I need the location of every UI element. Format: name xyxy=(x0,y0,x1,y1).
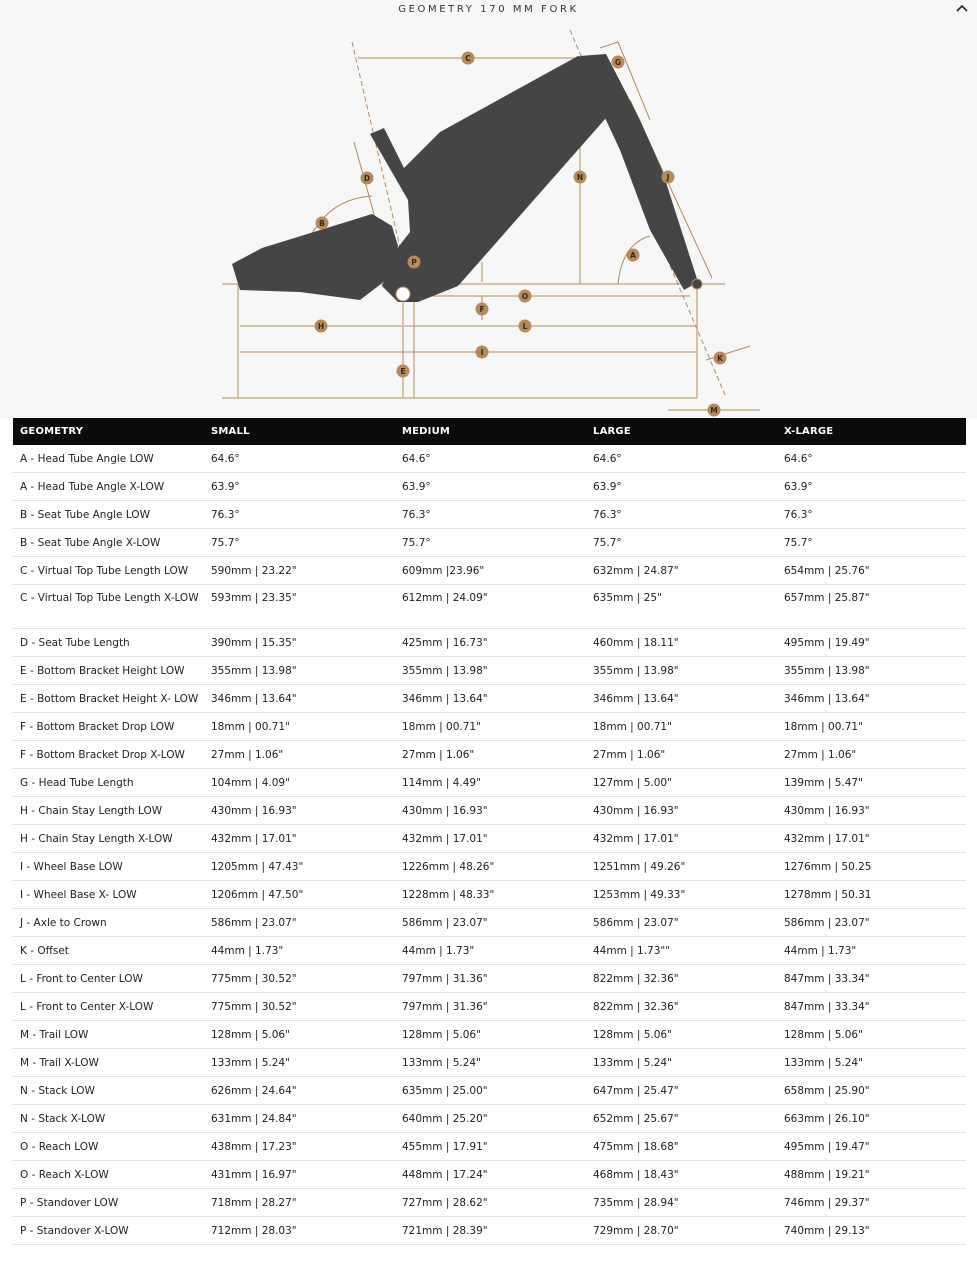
row-label: H - Chain Stay Length X-LOW xyxy=(13,825,204,853)
row-value: 797mm | 31.36" xyxy=(395,965,586,993)
row-value: 18mm | 00.71" xyxy=(395,713,586,741)
label-o xyxy=(519,290,532,303)
row-label: C - Virtual Top Tube Length X-LOW xyxy=(13,585,204,629)
table-row xyxy=(13,1189,966,1217)
row-value: 64.6° xyxy=(395,445,586,473)
row-label: E - Bottom Bracket Height LOW xyxy=(13,657,204,685)
table-row xyxy=(13,501,966,529)
row-label: M - Trail LOW xyxy=(13,1021,204,1049)
row-value: 430mm | 16.93" xyxy=(777,797,966,825)
row-value: 586mm | 23.07" xyxy=(395,909,586,937)
row-value: 18mm | 00.71" xyxy=(586,713,777,741)
row-value: 27mm | 1.06" xyxy=(204,741,395,769)
row-value: 495mm | 19.49" xyxy=(777,629,966,657)
geometry-diagram xyxy=(0,0,977,418)
row-value: 127mm | 5.00" xyxy=(586,769,777,797)
row-value: 44mm | 1.73" xyxy=(204,937,395,965)
row-value: 63.9° xyxy=(777,473,966,501)
row-value: 593mm | 23.35" xyxy=(204,585,395,629)
row-value: 438mm | 17.23" xyxy=(204,1133,395,1161)
row-value: 355mm | 13.98" xyxy=(395,657,586,685)
row-value: 63.9° xyxy=(204,473,395,501)
row-value: 430mm | 16.93" xyxy=(204,797,395,825)
label-a xyxy=(627,249,640,262)
row-value: 432mm | 17.01" xyxy=(204,825,395,853)
row-value: 663mm | 26.10" xyxy=(777,1105,966,1133)
row-label: N - Stack X-LOW xyxy=(13,1105,204,1133)
row-value: 76.3° xyxy=(586,501,777,529)
table-row xyxy=(13,1021,966,1049)
row-value: 346mm | 13.64" xyxy=(395,685,586,713)
table-row xyxy=(13,769,966,797)
row-value: 1228mm | 48.33" xyxy=(395,881,586,909)
label-l xyxy=(519,320,532,333)
row-value: 1226mm | 48.26" xyxy=(395,853,586,881)
row-value: 468mm | 18.43" xyxy=(586,1161,777,1189)
row-value: 128mm | 5.06" xyxy=(586,1021,777,1049)
row-label: A - Head Tube Angle LOW xyxy=(13,445,204,473)
row-value: 586mm | 23.07" xyxy=(204,909,395,937)
row-value: 18mm | 00.71" xyxy=(777,713,966,741)
row-label: H - Chain Stay Length LOW xyxy=(13,797,204,825)
table-row xyxy=(13,713,966,741)
row-value: 63.9° xyxy=(586,473,777,501)
row-value: 128mm | 5.06" xyxy=(777,1021,966,1049)
label-i xyxy=(476,346,489,359)
column-header-xlarge: X-LARGE xyxy=(777,418,966,445)
svg-text:M: M xyxy=(710,406,718,415)
row-value: 76.3° xyxy=(395,501,586,529)
svg-text:B: B xyxy=(319,219,325,228)
row-label: L - Front to Center X-LOW xyxy=(13,993,204,1021)
svg-text:L: L xyxy=(522,322,528,331)
row-value: 133mm | 5.24" xyxy=(586,1049,777,1077)
svg-text:H: H xyxy=(317,322,325,331)
svg-text:F: F xyxy=(479,305,485,314)
row-label: F - Bottom Bracket Drop X-LOW xyxy=(13,741,204,769)
row-value: 44mm | 1.73" xyxy=(777,937,966,965)
row-value: 609mm |23.96" xyxy=(395,557,586,585)
row-label: I - Wheel Base X- LOW xyxy=(13,881,204,909)
row-value: 775mm | 30.52" xyxy=(204,993,395,1021)
row-value: 721mm | 28.39" xyxy=(395,1217,586,1245)
row-value: 847mm | 33.34" xyxy=(777,965,966,993)
row-value: 346mm | 13.64" xyxy=(586,685,777,713)
table-row xyxy=(13,937,966,965)
row-label: F - Bottom Bracket Drop LOW xyxy=(13,713,204,741)
table-row xyxy=(13,1161,966,1189)
row-value: 64.6° xyxy=(204,445,395,473)
table-row xyxy=(13,825,966,853)
svg-text:A: A xyxy=(630,251,636,260)
label-p xyxy=(408,256,421,269)
row-value: 75.7° xyxy=(586,529,777,557)
geometry-table xyxy=(13,418,966,1245)
label-k xyxy=(714,352,727,365)
label-e xyxy=(397,365,410,378)
label-g xyxy=(612,56,625,69)
row-value: 729mm | 28.70" xyxy=(586,1217,777,1245)
row-value: 390mm | 15.35" xyxy=(204,629,395,657)
row-value: 355mm | 13.98" xyxy=(586,657,777,685)
svg-text:O: O xyxy=(521,292,529,301)
row-label: D - Seat Tube Length xyxy=(13,629,204,657)
row-value: 425mm | 16.73" xyxy=(395,629,586,657)
table-row xyxy=(13,1077,966,1105)
svg-text:K: K xyxy=(717,354,723,363)
row-value: 775mm | 30.52" xyxy=(204,965,395,993)
row-value: 1278mm | 50.31 xyxy=(777,881,966,909)
table-row xyxy=(13,685,966,713)
row-value: 612mm | 24.09" xyxy=(395,585,586,629)
row-label: C - Virtual Top Tube Length LOW xyxy=(13,557,204,585)
row-label: G - Head Tube Length xyxy=(13,769,204,797)
row-value: 64.6° xyxy=(777,445,966,473)
row-value: 488mm | 19.21" xyxy=(777,1161,966,1189)
row-label: P - Standover LOW xyxy=(13,1189,204,1217)
row-value: 654mm | 25.76" xyxy=(777,557,966,585)
row-value: 27mm | 1.06" xyxy=(395,741,586,769)
row-value: 1205mm | 47.43" xyxy=(204,853,395,881)
row-value: 76.3° xyxy=(204,501,395,529)
row-label: O - Reach X-LOW xyxy=(13,1161,204,1189)
table-header-row xyxy=(13,418,966,445)
row-value: 355mm | 13.98" xyxy=(204,657,395,685)
row-label: A - Head Tube Angle X-LOW xyxy=(13,473,204,501)
row-value: 1253mm | 49.33" xyxy=(586,881,777,909)
row-value: 355mm | 13.98" xyxy=(777,657,966,685)
row-value: 640mm | 25.20" xyxy=(395,1105,586,1133)
row-label: L - Front to Center LOW xyxy=(13,965,204,993)
row-value: 460mm | 18.11" xyxy=(586,629,777,657)
table-row xyxy=(13,557,966,585)
row-label: K - Offset xyxy=(13,937,204,965)
table-row xyxy=(13,445,966,473)
row-value: 346mm | 13.64" xyxy=(204,685,395,713)
table-row xyxy=(13,1217,966,1245)
svg-text:D: D xyxy=(363,174,371,183)
row-value: 632mm | 24.87" xyxy=(586,557,777,585)
row-value: 586mm | 23.07" xyxy=(586,909,777,937)
row-value: 822mm | 32.36" xyxy=(586,993,777,1021)
row-value: 631mm | 24.84" xyxy=(204,1105,395,1133)
row-value: 746mm | 29.37" xyxy=(777,1189,966,1217)
row-label: E - Bottom Bracket Height X- LOW xyxy=(13,685,204,713)
row-value: 44mm | 1.73" xyxy=(395,937,586,965)
label-h xyxy=(315,320,328,333)
row-label: O - Reach LOW xyxy=(13,1133,204,1161)
row-value: 455mm | 17.91" xyxy=(395,1133,586,1161)
table-row xyxy=(13,853,966,881)
svg-text:P: P xyxy=(411,258,417,267)
row-value: 133mm | 5.24" xyxy=(777,1049,966,1077)
row-label: I - Wheel Base LOW xyxy=(13,853,204,881)
row-value: 75.7° xyxy=(204,529,395,557)
svg-text:E: E xyxy=(400,367,406,376)
row-label: M - Trail X-LOW xyxy=(13,1049,204,1077)
row-value: 740mm | 29.13" xyxy=(777,1217,966,1245)
row-value: 75.7° xyxy=(395,529,586,557)
table-row xyxy=(13,1133,966,1161)
label-b xyxy=(316,217,329,230)
svg-text:G: G xyxy=(614,58,622,67)
label-n xyxy=(574,171,587,184)
row-value: 647mm | 25.47" xyxy=(586,1077,777,1105)
table-row xyxy=(13,1049,966,1077)
row-value: 432mm | 17.01" xyxy=(395,825,586,853)
row-value: 735mm | 28.94" xyxy=(586,1189,777,1217)
row-value: 448mm | 17.24" xyxy=(395,1161,586,1189)
page-title: GEOMETRY 170 MM FORK xyxy=(398,4,579,15)
svg-text:I: I xyxy=(480,348,484,357)
row-label: J - Axle to Crown xyxy=(13,909,204,937)
row-value: 635mm | 25" xyxy=(586,585,777,629)
row-value: 63.9° xyxy=(395,473,586,501)
label-d xyxy=(361,172,374,185)
table-row xyxy=(13,881,966,909)
table-row xyxy=(13,657,966,685)
row-value: 64.6° xyxy=(586,445,777,473)
row-value: 822mm | 32.36" xyxy=(586,965,777,993)
row-value: 44mm | 1.73"" xyxy=(586,937,777,965)
row-value: 430mm | 16.93" xyxy=(395,797,586,825)
svg-text:J: J xyxy=(666,173,670,182)
row-label: B - Seat Tube Angle LOW xyxy=(13,501,204,529)
row-value: 1206mm | 47.50" xyxy=(204,881,395,909)
column-header-small: SMALL xyxy=(204,418,395,445)
row-value: 432mm | 17.01" xyxy=(777,825,966,853)
label-m xyxy=(708,404,721,417)
column-header-medium: MEDIUM xyxy=(395,418,586,445)
row-value: 495mm | 19.47" xyxy=(777,1133,966,1161)
row-value: 346mm | 13.64" xyxy=(777,685,966,713)
row-value: 104mm | 4.09" xyxy=(204,769,395,797)
row-value: 727mm | 28.62" xyxy=(395,1189,586,1217)
row-value: 657mm | 25.87" xyxy=(777,585,966,629)
row-value: 652mm | 25.67" xyxy=(586,1105,777,1133)
row-value: 18mm | 00.71" xyxy=(204,713,395,741)
row-value: 133mm | 5.24" xyxy=(395,1049,586,1077)
label-f xyxy=(476,303,489,316)
row-value: 1251mm | 49.26" xyxy=(586,853,777,881)
table-row xyxy=(13,993,966,1021)
row-value: 430mm | 16.93" xyxy=(586,797,777,825)
table-row xyxy=(13,909,966,937)
table-row xyxy=(13,585,966,629)
row-value: 139mm | 5.47" xyxy=(777,769,966,797)
label-j xyxy=(662,171,675,184)
row-value: 128mm | 5.06" xyxy=(204,1021,395,1049)
row-value: 76.3° xyxy=(777,501,966,529)
row-value: 658mm | 25.90" xyxy=(777,1077,966,1105)
svg-text:N: N xyxy=(576,173,584,182)
row-value: 797mm | 31.36" xyxy=(395,993,586,1021)
row-label: P - Standover X-LOW xyxy=(13,1217,204,1245)
row-value: 475mm | 18.68" xyxy=(586,1133,777,1161)
table-row xyxy=(13,741,966,769)
table-row xyxy=(13,797,966,825)
row-value: 128mm | 5.06" xyxy=(395,1021,586,1049)
table-row xyxy=(13,1105,966,1133)
svg-text:C: C xyxy=(465,54,471,63)
row-value: 635mm | 25.00" xyxy=(395,1077,586,1105)
row-value: 586mm | 23.07" xyxy=(777,909,966,937)
row-value: 75.7° xyxy=(777,529,966,557)
row-value: 1276mm | 50.25 xyxy=(777,853,966,881)
column-header-geometry: GEOMETRY xyxy=(13,418,204,445)
table-row xyxy=(13,529,966,557)
row-value: 432mm | 17.01" xyxy=(586,825,777,853)
column-header-large: LARGE xyxy=(586,418,777,445)
table-row xyxy=(13,965,966,993)
row-value: 431mm | 16.97" xyxy=(204,1161,395,1189)
row-label: N - Stack LOW xyxy=(13,1077,204,1105)
row-value: 114mm | 4.49" xyxy=(395,769,586,797)
row-value: 847mm | 33.34" xyxy=(777,993,966,1021)
table-row xyxy=(13,629,966,657)
row-value: 626mm | 24.64" xyxy=(204,1077,395,1105)
row-label: B - Seat Tube Angle X-LOW xyxy=(13,529,204,557)
row-value: 133mm | 5.24" xyxy=(204,1049,395,1077)
row-value: 590mm | 23.22" xyxy=(204,557,395,585)
row-value: 718mm | 28.27" xyxy=(204,1189,395,1217)
row-value: 27mm | 1.06" xyxy=(777,741,966,769)
row-value: 27mm | 1.06" xyxy=(586,741,777,769)
label-c xyxy=(462,52,475,65)
table-row xyxy=(13,473,966,501)
row-value: 712mm | 28.03" xyxy=(204,1217,395,1245)
